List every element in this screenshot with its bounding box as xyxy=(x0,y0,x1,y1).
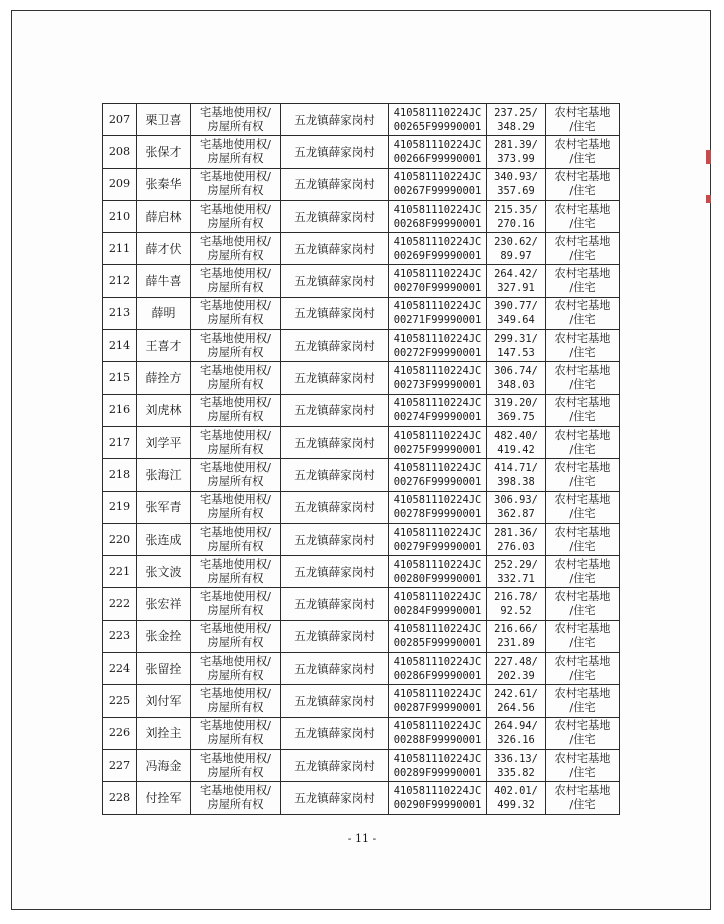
area-values: 402.01/ 499.32 xyxy=(487,782,546,814)
table-row xyxy=(103,200,620,232)
right-type: 宅基地使用权/ 房屋所有权 xyxy=(191,200,281,232)
table-row xyxy=(103,717,620,749)
area-values: 281.36/ 276.03 xyxy=(487,523,546,555)
table-row xyxy=(103,330,620,362)
area-values: 319.20/ 369.75 xyxy=(487,394,546,426)
usage-type: 农村宅基地 /住宅 xyxy=(546,297,620,329)
usage-type: 农村宅基地 /住宅 xyxy=(546,394,620,426)
page-number: - 11 - xyxy=(347,832,377,845)
right-type: 宅基地使用权/ 房屋所有权 xyxy=(191,653,281,685)
owner-name: 张连成 xyxy=(137,523,191,555)
unit-code: 410581110224JC 00269F99990001 xyxy=(389,233,487,265)
row-number: 221 xyxy=(103,556,137,588)
village-location: 五龙镇薛家岗村 xyxy=(281,491,389,523)
unit-code: 410581110224JC 00288F99990001 xyxy=(389,717,487,749)
village-location: 五龙镇薛家岗村 xyxy=(281,653,389,685)
right-type: 宅基地使用权/ 房屋所有权 xyxy=(191,459,281,491)
village-location: 五龙镇薛家岗村 xyxy=(281,168,389,200)
row-number: 212 xyxy=(103,265,137,297)
table-row xyxy=(103,653,620,685)
right-type: 宅基地使用权/ 房屋所有权 xyxy=(191,362,281,394)
village-location: 五龙镇薛家岗村 xyxy=(281,459,389,491)
usage-type: 农村宅基地 /住宅 xyxy=(546,653,620,685)
village-location: 五龙镇薛家岗村 xyxy=(281,362,389,394)
usage-type: 农村宅基地 /住宅 xyxy=(546,104,620,136)
area-values: 306.93/ 362.87 xyxy=(487,491,546,523)
red-edge-mark xyxy=(706,150,711,164)
area-values: 216.78/ 92.52 xyxy=(487,588,546,620)
owner-name: 薛才伏 xyxy=(137,233,191,265)
village-location: 五龙镇薛家岗村 xyxy=(281,297,389,329)
right-type: 宅基地使用权/ 房屋所有权 xyxy=(191,620,281,652)
right-type: 宅基地使用权/ 房屋所有权 xyxy=(191,104,281,136)
village-location: 五龙镇薛家岗村 xyxy=(281,200,389,232)
right-type: 宅基地使用权/ 房屋所有权 xyxy=(191,394,281,426)
area-values: 281.39/ 373.99 xyxy=(487,136,546,168)
owner-name: 张留拴 xyxy=(137,653,191,685)
unit-code: 410581110224JC 00268F99990001 xyxy=(389,200,487,232)
owner-name: 张海江 xyxy=(137,459,191,491)
owner-name: 栗卫喜 xyxy=(137,104,191,136)
row-number: 218 xyxy=(103,459,137,491)
table-row xyxy=(103,491,620,523)
usage-type: 农村宅基地 /住宅 xyxy=(546,265,620,297)
table-body xyxy=(103,104,620,815)
area-values: 242.61/ 264.56 xyxy=(487,685,546,717)
village-location: 五龙镇薛家岗村 xyxy=(281,749,389,781)
row-number: 222 xyxy=(103,588,137,620)
area-values: 306.74/ 348.03 xyxy=(487,362,546,394)
table-row xyxy=(103,588,620,620)
area-values: 215.35/ 270.16 xyxy=(487,200,546,232)
usage-type: 农村宅基地 /住宅 xyxy=(546,233,620,265)
owner-name: 冯海金 xyxy=(137,749,191,781)
row-number: 216 xyxy=(103,394,137,426)
table-row xyxy=(103,362,620,394)
usage-type: 农村宅基地 /住宅 xyxy=(546,782,620,814)
usage-type: 农村宅基地 /住宅 xyxy=(546,330,620,362)
village-location: 五龙镇薛家岗村 xyxy=(281,717,389,749)
right-type: 宅基地使用权/ 房屋所有权 xyxy=(191,556,281,588)
unit-code: 410581110224JC 00290F99990001 xyxy=(389,782,487,814)
table-row xyxy=(103,426,620,458)
right-type: 宅基地使用权/ 房屋所有权 xyxy=(191,265,281,297)
unit-code: 410581110224JC 00274F99990001 xyxy=(389,394,487,426)
row-number: 210 xyxy=(103,200,137,232)
right-type: 宅基地使用权/ 房屋所有权 xyxy=(191,233,281,265)
row-number: 215 xyxy=(103,362,137,394)
usage-type: 农村宅基地 /住宅 xyxy=(546,556,620,588)
table-row xyxy=(103,233,620,265)
usage-type: 农村宅基地 /住宅 xyxy=(546,588,620,620)
usage-type: 农村宅基地 /住宅 xyxy=(546,491,620,523)
right-type: 宅基地使用权/ 房屋所有权 xyxy=(191,717,281,749)
row-number: 211 xyxy=(103,233,137,265)
right-type: 宅基地使用权/ 房屋所有权 xyxy=(191,168,281,200)
area-values: 216.66/ 231.89 xyxy=(487,620,546,652)
table-row xyxy=(103,297,620,329)
area-values: 227.48/ 202.39 xyxy=(487,653,546,685)
usage-type: 农村宅基地 /住宅 xyxy=(546,426,620,458)
table-row xyxy=(103,523,620,555)
table-row xyxy=(103,685,620,717)
area-values: 390.77/ 349.64 xyxy=(487,297,546,329)
table-row xyxy=(103,265,620,297)
usage-type: 农村宅基地 /住宅 xyxy=(546,362,620,394)
unit-code: 410581110224JC 00271F99990001 xyxy=(389,297,487,329)
row-number: 214 xyxy=(103,330,137,362)
village-location: 五龙镇薛家岗村 xyxy=(281,330,389,362)
row-number: 225 xyxy=(103,685,137,717)
unit-code: 410581110224JC 00272F99990001 xyxy=(389,330,487,362)
usage-type: 农村宅基地 /住宅 xyxy=(546,749,620,781)
village-location: 五龙镇薛家岗村 xyxy=(281,620,389,652)
row-number: 226 xyxy=(103,717,137,749)
area-values: 264.42/ 327.91 xyxy=(487,265,546,297)
table-row xyxy=(103,749,620,781)
owner-name: 薛拴方 xyxy=(137,362,191,394)
area-values: 237.25/ 348.29 xyxy=(487,104,546,136)
usage-type: 农村宅基地 /住宅 xyxy=(546,717,620,749)
owner-name: 张保才 xyxy=(137,136,191,168)
village-location: 五龙镇薛家岗村 xyxy=(281,588,389,620)
owner-name: 刘虎林 xyxy=(137,394,191,426)
row-number: 208 xyxy=(103,136,137,168)
usage-type: 农村宅基地 /住宅 xyxy=(546,620,620,652)
property-rights-table xyxy=(102,103,620,815)
village-location: 五龙镇薛家岗村 xyxy=(281,523,389,555)
row-number: 223 xyxy=(103,620,137,652)
unit-code: 410581110224JC 00273F99990001 xyxy=(389,362,487,394)
area-values: 230.62/ 89.97 xyxy=(487,233,546,265)
area-values: 482.40/ 419.42 xyxy=(487,426,546,458)
village-location: 五龙镇薛家岗村 xyxy=(281,233,389,265)
village-location: 五龙镇薛家岗村 xyxy=(281,685,389,717)
row-number: 219 xyxy=(103,491,137,523)
owner-name: 张军青 xyxy=(137,491,191,523)
row-number: 228 xyxy=(103,782,137,814)
area-values: 336.13/ 335.82 xyxy=(487,749,546,781)
row-number: 220 xyxy=(103,523,137,555)
owner-name: 张秦华 xyxy=(137,168,191,200)
right-type: 宅基地使用权/ 房屋所有权 xyxy=(191,588,281,620)
table-row xyxy=(103,394,620,426)
table-row xyxy=(103,459,620,491)
table-row xyxy=(103,556,620,588)
table-row xyxy=(103,168,620,200)
right-type: 宅基地使用权/ 房屋所有权 xyxy=(191,426,281,458)
unit-code: 410581110224JC 00267F99990001 xyxy=(389,168,487,200)
usage-type: 农村宅基地 /住宅 xyxy=(546,136,620,168)
right-type: 宅基地使用权/ 房屋所有权 xyxy=(191,685,281,717)
table-row xyxy=(103,104,620,136)
usage-type: 农村宅基地 /住宅 xyxy=(546,168,620,200)
village-location: 五龙镇薛家岗村 xyxy=(281,782,389,814)
right-type: 宅基地使用权/ 房屋所有权 xyxy=(191,136,281,168)
unit-code: 410581110224JC 00287F99990001 xyxy=(389,685,487,717)
right-type: 宅基地使用权/ 房屋所有权 xyxy=(191,523,281,555)
village-location: 五龙镇薛家岗村 xyxy=(281,104,389,136)
owner-name: 王喜才 xyxy=(137,330,191,362)
table-row xyxy=(103,620,620,652)
unit-code: 410581110224JC 00289F99990001 xyxy=(389,749,487,781)
row-number: 207 xyxy=(103,104,137,136)
area-values: 299.31/ 147.53 xyxy=(487,330,546,362)
usage-type: 农村宅基地 /住宅 xyxy=(546,459,620,491)
owner-name: 薛启林 xyxy=(137,200,191,232)
owner-name: 张金拴 xyxy=(137,620,191,652)
unit-code: 410581110224JC 00275F99990001 xyxy=(389,426,487,458)
row-number: 217 xyxy=(103,426,137,458)
right-type: 宅基地使用权/ 房屋所有权 xyxy=(191,297,281,329)
owner-name: 张文波 xyxy=(137,556,191,588)
owner-name: 刘付军 xyxy=(137,685,191,717)
village-location: 五龙镇薛家岗村 xyxy=(281,426,389,458)
row-number: 213 xyxy=(103,297,137,329)
owner-name: 刘拴主 xyxy=(137,717,191,749)
owner-name: 薛明 xyxy=(137,297,191,329)
unit-code: 410581110224JC 00270F99990001 xyxy=(389,265,487,297)
red-edge-mark xyxy=(706,195,711,203)
table-row xyxy=(103,136,620,168)
owner-name: 刘学平 xyxy=(137,426,191,458)
owner-name: 薛牛喜 xyxy=(137,265,191,297)
usage-type: 农村宅基地 /住宅 xyxy=(546,685,620,717)
row-number: 227 xyxy=(103,749,137,781)
area-values: 340.93/ 357.69 xyxy=(487,168,546,200)
usage-type: 农村宅基地 /住宅 xyxy=(546,200,620,232)
row-number: 224 xyxy=(103,653,137,685)
unit-code: 410581110224JC 00266F99990001 xyxy=(389,136,487,168)
right-type: 宅基地使用权/ 房屋所有权 xyxy=(191,782,281,814)
village-location: 五龙镇薛家岗村 xyxy=(281,136,389,168)
right-type: 宅基地使用权/ 房屋所有权 xyxy=(191,491,281,523)
unit-code: 410581110224JC 00280F99990001 xyxy=(389,556,487,588)
unit-code: 410581110224JC 00286F99990001 xyxy=(389,653,487,685)
owner-name: 付拴军 xyxy=(137,782,191,814)
usage-type: 农村宅基地 /住宅 xyxy=(546,523,620,555)
area-values: 264.94/ 326.16 xyxy=(487,717,546,749)
village-location: 五龙镇薛家岗村 xyxy=(281,394,389,426)
unit-code: 410581110224JC 00278F99990001 xyxy=(389,491,487,523)
unit-code: 410581110224JC 00276F99990001 xyxy=(389,459,487,491)
unit-code: 410581110224JC 00279F99990001 xyxy=(389,523,487,555)
village-location: 五龙镇薛家岗村 xyxy=(281,265,389,297)
unit-code: 410581110224JC 00285F99990001 xyxy=(389,620,487,652)
village-location: 五龙镇薛家岗村 xyxy=(281,556,389,588)
unit-code: 410581110224JC 00265F99990001 xyxy=(389,104,487,136)
table-row xyxy=(103,782,620,814)
owner-name: 张宏祥 xyxy=(137,588,191,620)
area-values: 252.29/ 332.71 xyxy=(487,556,546,588)
area-values: 414.71/ 398.38 xyxy=(487,459,546,491)
right-type: 宅基地使用权/ 房屋所有权 xyxy=(191,749,281,781)
unit-code: 410581110224JC 00284F99990001 xyxy=(389,588,487,620)
row-number: 209 xyxy=(103,168,137,200)
right-type: 宅基地使用权/ 房屋所有权 xyxy=(191,330,281,362)
